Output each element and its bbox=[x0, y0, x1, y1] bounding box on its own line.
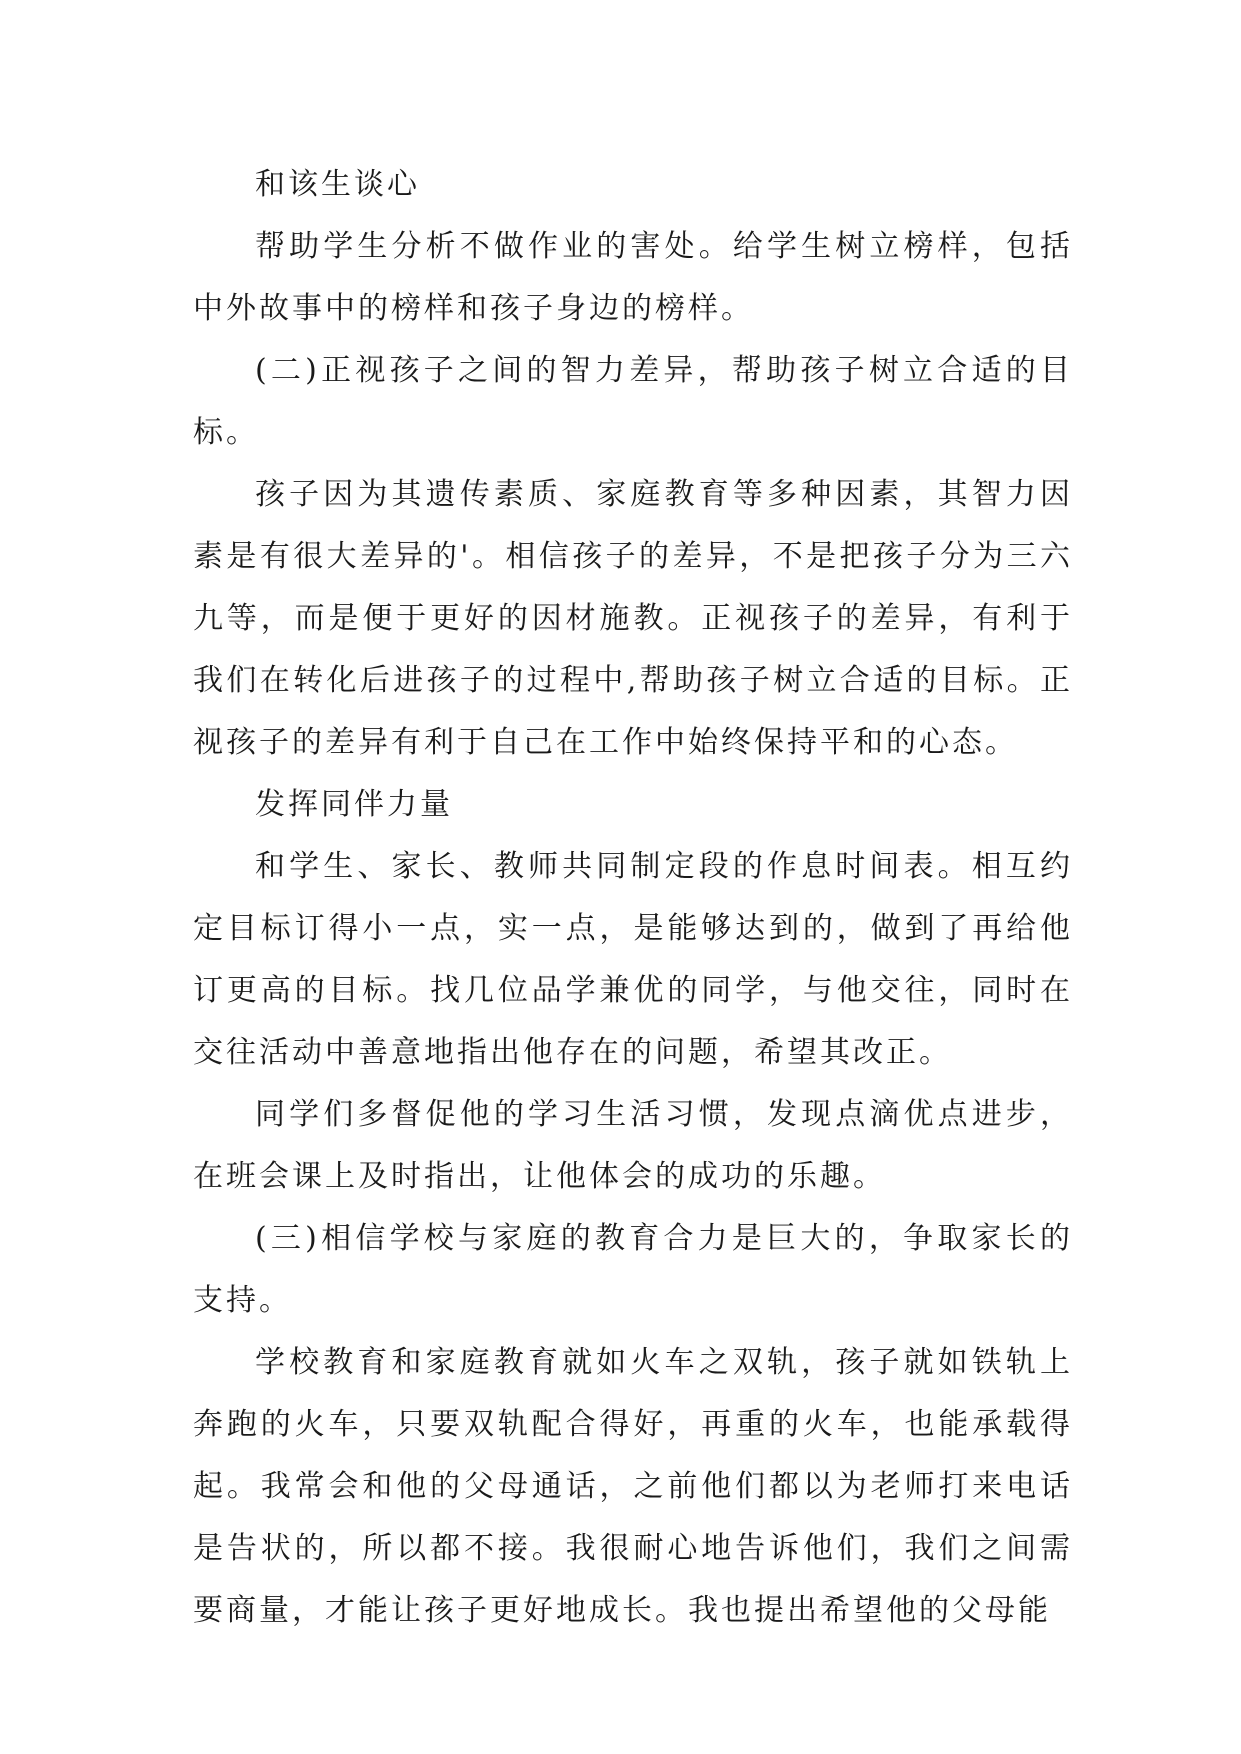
paragraph-heart-to-heart: 和该生谈心 bbox=[255, 167, 420, 202]
paragraph-schedule: 和学生、家长、教师共同制定段的作息时间表。相互约定目标订得小一点，实一点，是能够达到的，做到了再给他订更高的目标。找几位品学兼优的同学，与他交往，同时在交往活动中善意地指出他存在的问题，希望其改正。 bbox=[193, 849, 1073, 1070]
paragraph-peer-power: 发挥同伴力量 bbox=[255, 787, 453, 822]
paragraph-school-family: 学校教育和家庭教育就如火车之双轨，孩子就如铁轨上奔跑的火车，只要双轨配合得好，再重的火车，也能承载得起。我常会和他的父母通话，之前他们都以为老师打来电话是告状的，所以都不接。我很耐心地告诉他们，我们之间需要商量，才能让孩子更好地成长。我也提出希望他的父母能 bbox=[193, 1345, 1073, 1628]
paragraph-classmates: 同学们多督促他的学习生活习惯，发现点滴优点进步，在班会课上及时指出，让他体会的成功的乐趣。 bbox=[193, 1097, 1073, 1194]
document-page bbox=[193, 154, 1073, 1642]
paragraph-homework-harm: 帮助学生分析不做作业的害处。给学生树立榜样，包括中外故事中的榜样和孩子身边的榜样。 bbox=[193, 229, 1073, 326]
section-heading-3: (三)相信学校与家庭的教育合力是巨大的，争取家长的支持。 bbox=[193, 1221, 1073, 1318]
paragraph-intelligence-difference: 孩子因为其遗传素质、家庭教育等多种因素，其智力因素是有很大差异的'。相信孩子的差异，不是把孩子分为三六九等，而是便于更好的因材施教。正视孩子的差异，有利于我们在转化后进孩子的过程中,帮助孩子树立合适的目标。正视孩子的差异有利于自己在工作中始终保持平和的心态。 bbox=[193, 477, 1073, 760]
section-heading-2: (二)正视孩子之间的智力差异，帮助孩子树立合适的目标。 bbox=[193, 353, 1073, 450]
